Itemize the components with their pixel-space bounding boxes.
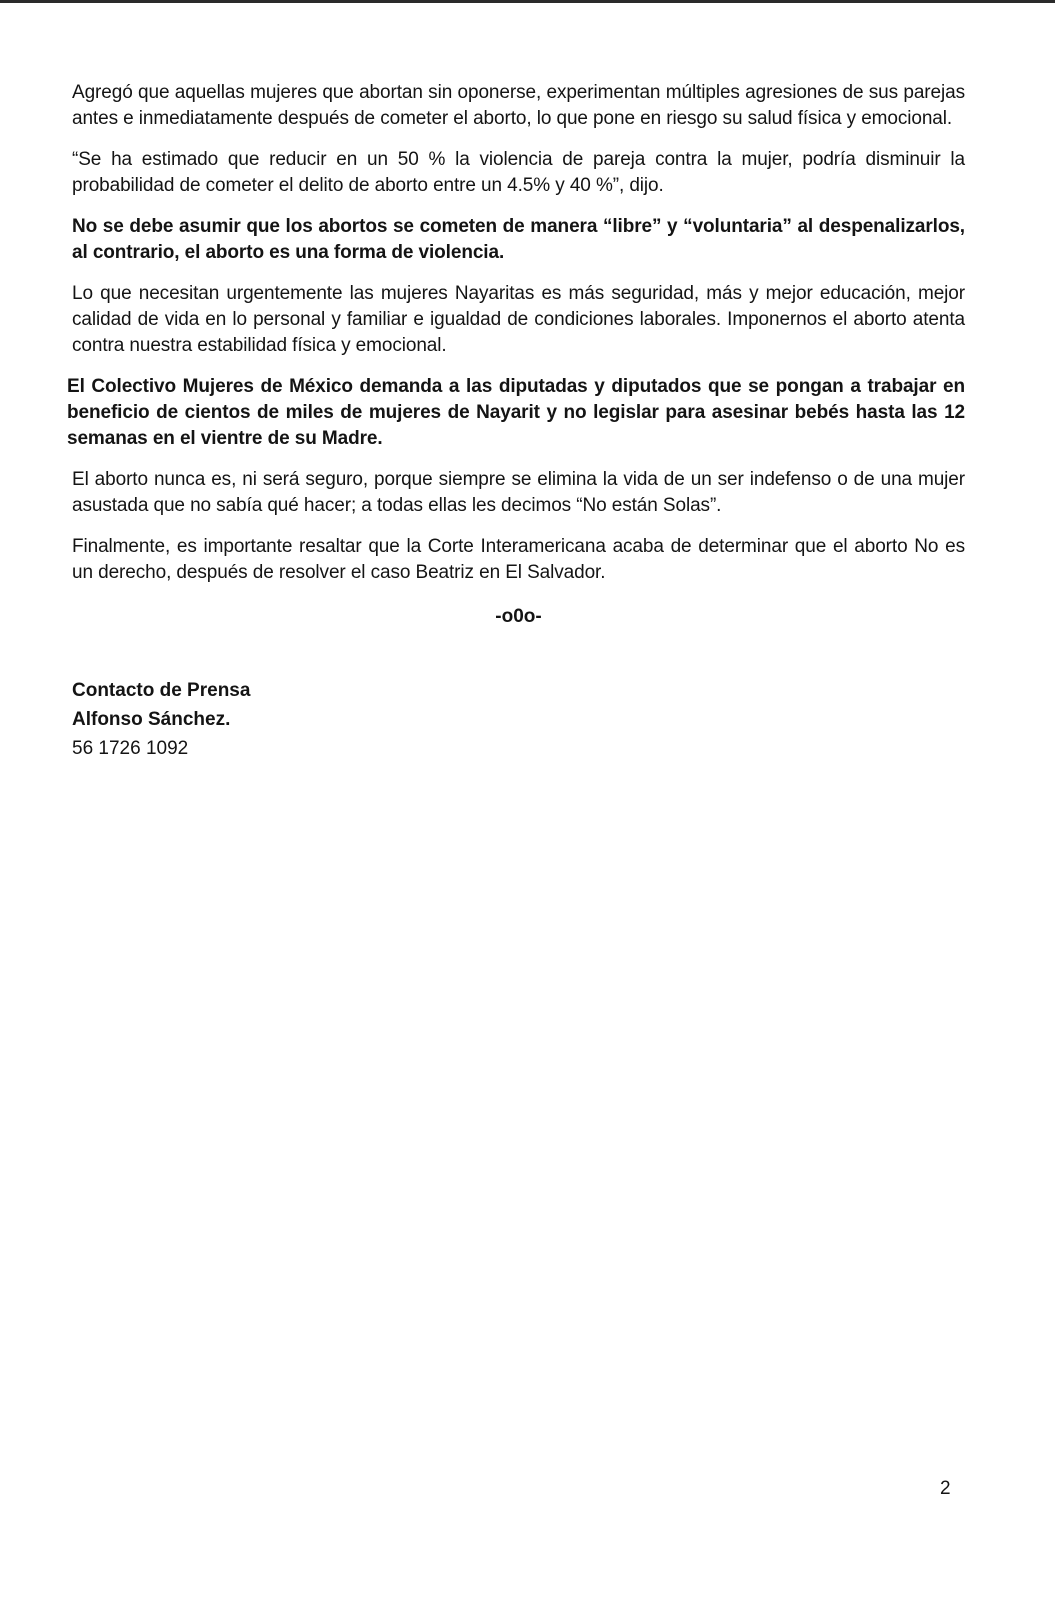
press-contact-block bbox=[72, 676, 965, 763]
section-separator: -o0o- bbox=[495, 606, 542, 627]
paragraph-court-ruling: Finalmente, es importante resaltar que la Corte Interamericana acaba de determinar que el aborto No es un derecho, después de resolver el caso Beatriz en El Salvador. bbox=[72, 536, 965, 583]
contact-phone: 56 1726 1092 bbox=[72, 738, 189, 759]
contact-name: Alfonso Sánchez. bbox=[72, 709, 231, 730]
contact-heading: Contacto de Prensa bbox=[72, 680, 251, 701]
paragraph-quote-estimate: “Se ha estimado que reducir en un 50 % la violencia de pareja contra la mujer, podría disminuir la probabilidad de cometer el delito de aborto entre un 4.5% y 40 %”, dijo. bbox=[72, 149, 965, 196]
page-number: 2 bbox=[940, 1478, 951, 1499]
paragraph-not-safe: El aborto nunca es, ni será seguro, porque siempre se elimina la vida de un ser indefenso o de una mujer asustada que no sabía qué hacer; a todas ellas les decimos “No están Solas”. bbox=[72, 469, 965, 516]
paragraph-violence-statement: No se debe asumir que los abortos se cometen de manera “libre” y “voluntaria” al despenalizarlos, al contrario, el aborto es una forma de violencia. bbox=[72, 216, 965, 263]
top-border bbox=[0, 0, 1055, 3]
paragraph-needs: Lo que necesitan urgentemente las mujeres Nayaritas es más seguridad, más y mejor educación, mejor calidad de vida en lo personal y familiar e igualdad de condiciones laborales. Imponernos el aborto atenta contra nuestra estabilidad física y emocional. bbox=[72, 283, 965, 356]
paragraph-demand: El Colectivo Mujeres de México demanda a las diputadas y diputados que se pongan a trabajar en beneficio de cientos de miles de mujeres de Nayarit y no legislar para asesinar bebés hasta las 12 semanas en el vientre de su Madre. bbox=[67, 376, 965, 449]
paragraph-aggressions: Agregó que aquellas mujeres que abortan sin oponerse, experimentan múltiples agresiones de sus parejas antes e inmediatamente después de cometer el aborto, lo que pone en riesgo su salud física y emocional. bbox=[72, 82, 965, 129]
document-page bbox=[67, 80, 965, 763]
